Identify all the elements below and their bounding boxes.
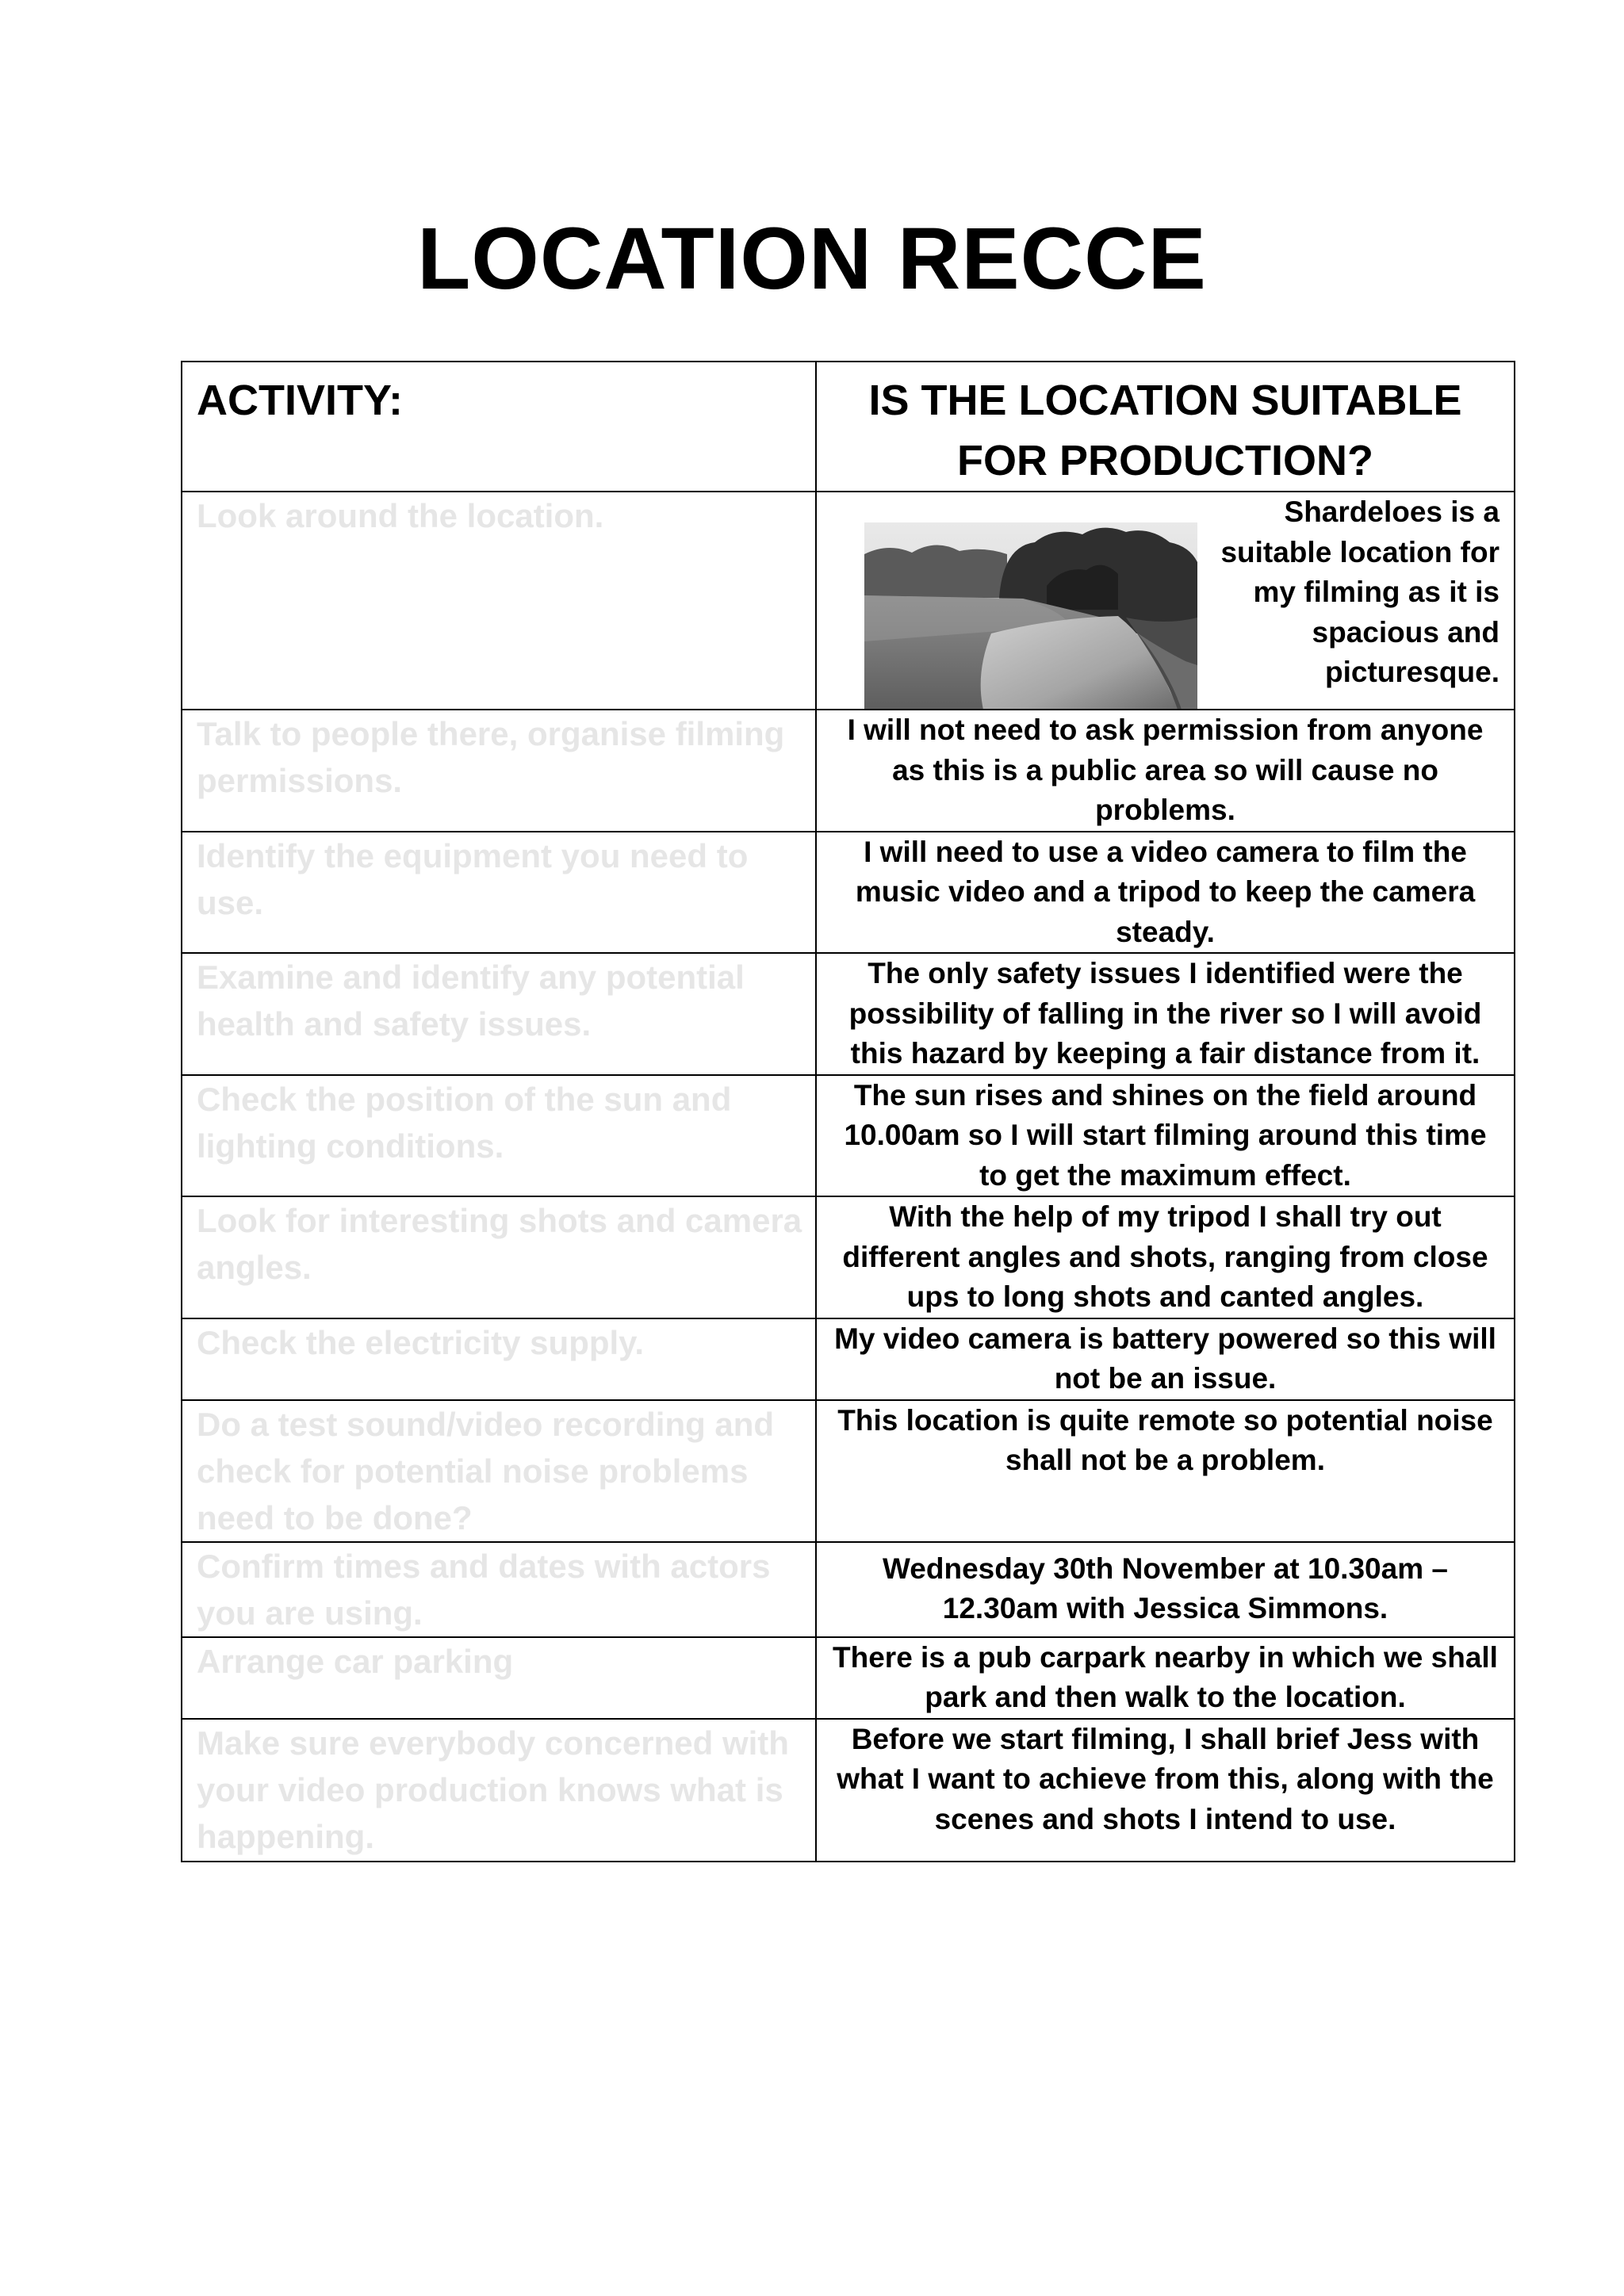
activity-cell: Look for interesting shots and camera angles. bbox=[182, 1196, 816, 1318]
table-row bbox=[182, 1719, 1515, 1862]
table-row bbox=[182, 1400, 1515, 1542]
answer-cell-with-photo bbox=[816, 492, 1515, 710]
answer-cell: I will need to use a video camera to film the music video and a tripod to keep the camera steady. bbox=[816, 832, 1515, 954]
table-row bbox=[182, 1637, 1515, 1719]
activity-cell: Confirm times and dates with actors you are using. bbox=[182, 1542, 816, 1637]
river-location-photo bbox=[864, 522, 1197, 710]
activity-cell: Identify the equipment you need to use. bbox=[182, 832, 816, 954]
table-row bbox=[182, 1318, 1515, 1400]
table-row bbox=[182, 1075, 1515, 1197]
answer-cell: There is a pub carpark nearby in which we shall park and then walk to the location. bbox=[816, 1637, 1515, 1719]
page-title: LOCATION RECCE bbox=[417, 210, 1207, 308]
activity-cell: Check the position of the sun and lighting conditions. bbox=[182, 1075, 816, 1197]
activity-cell: Look around the location. bbox=[182, 492, 816, 710]
answer-cell: Wednesday 30th November at 10.30am – 12.30am with Jessica Simmons. bbox=[816, 1542, 1515, 1637]
table-header-row bbox=[182, 362, 1515, 492]
table-row bbox=[182, 832, 1515, 954]
table-row bbox=[182, 710, 1515, 832]
answer-cell: The only safety issues I identified were the possibility of falling in the river so I will avoid this hazard by keeping a fair distance from it. bbox=[816, 953, 1515, 1075]
activity-column-header: ACTIVITY: bbox=[182, 362, 816, 492]
suitability-column-header: IS THE LOCATION SUITABLE FOR PRODUCTION? bbox=[816, 362, 1515, 492]
activity-cell: Make sure everybody concerned with your video production knows what is happening. bbox=[182, 1719, 816, 1862]
table-row bbox=[182, 1542, 1515, 1637]
answer-cell: With the help of my tripod I shall try out different angles and shots, ranging from close ups to long shots and canted angles. bbox=[816, 1196, 1515, 1318]
answer-cell: Before we start filming, I shall brief Jess with what I want to achieve from this, along with the scenes and shots I intend to use. bbox=[816, 1719, 1515, 1862]
activity-cell: Examine and identify any potential health and safety issues. bbox=[182, 953, 816, 1075]
activity-cell: Do a test sound/video recording and check for potential noise problems need to be done? bbox=[182, 1400, 816, 1542]
answer-cell: I will not need to ask permission from anyone as this is a public area so will cause no problems. bbox=[816, 710, 1515, 832]
answer-cell: My video camera is battery powered so this will not be an issue. bbox=[816, 1318, 1515, 1400]
activity-cell: Arrange car parking bbox=[182, 1637, 816, 1719]
table-row bbox=[182, 492, 1515, 710]
table-row bbox=[182, 953, 1515, 1075]
answer-cell: The sun rises and shines on the field around 10.00am so I will start filming around this time to get the maximum effect. bbox=[816, 1075, 1515, 1197]
location-recce-table bbox=[181, 361, 1515, 1862]
table-row bbox=[182, 1196, 1515, 1318]
answer-cell: This location is quite remote so potential noise shall not be a problem. bbox=[816, 1400, 1515, 1542]
activity-cell: Talk to people there, organise filming permissions. bbox=[182, 710, 816, 832]
answer-text: Shardeloes is a suitable location for my filming as it is spacious and picturesque. bbox=[1220, 496, 1500, 688]
activity-cell: Check the electricity supply. bbox=[182, 1318, 816, 1400]
